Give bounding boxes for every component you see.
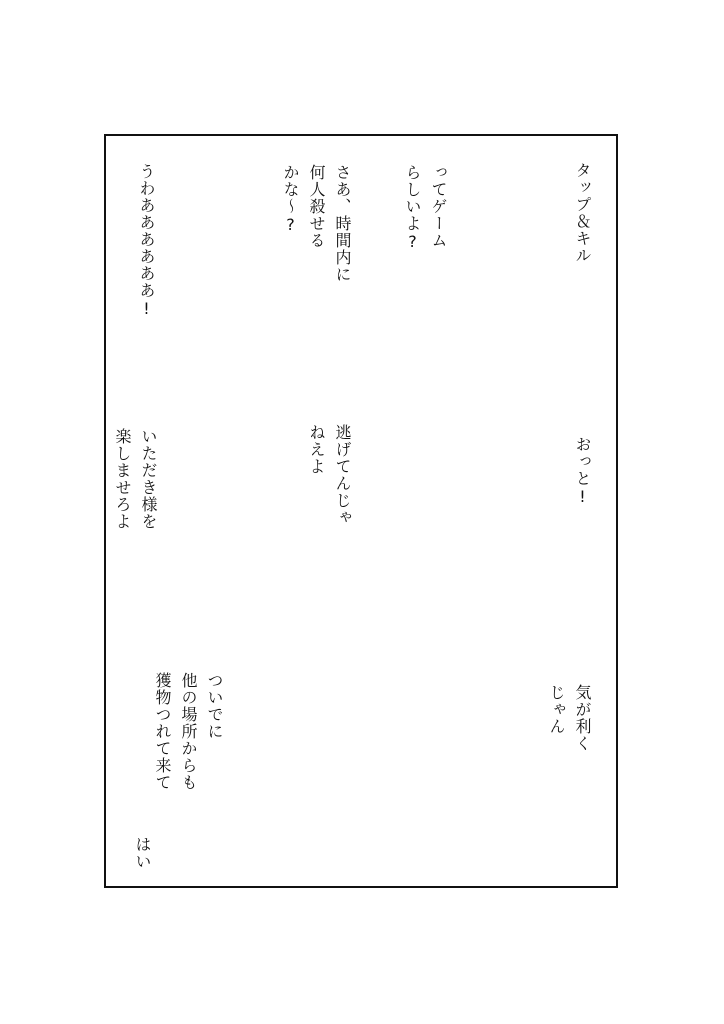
- dialogue-line: ついでに: [205, 672, 224, 740]
- dialogue-line: らしいよ?: [403, 164, 422, 252]
- dialogue-line: かな〜?: [281, 164, 300, 235]
- dialogue-line: ってゲーム: [429, 164, 448, 249]
- dialogue-line: さあ、時間内に: [333, 164, 352, 283]
- dialogue-line: 他の場所からも: [179, 672, 198, 791]
- dialogue-line: タップ＆キル: [573, 162, 592, 264]
- dialogue-line: はい: [133, 836, 152, 870]
- dialogue-line: ねえよ: [307, 424, 326, 475]
- dialogue-line: じゃん: [547, 684, 566, 735]
- dialogue-line: 気が利く: [573, 684, 592, 752]
- dialogue-line: 逃げてんじゃ: [333, 424, 352, 526]
- dialogue-line: うわああああああ!: [137, 163, 156, 319]
- dialogue-line: 何人殺せる: [307, 164, 326, 249]
- dialogue-line: おっと!: [573, 436, 592, 507]
- dialogue-line: いただき様を: [139, 428, 158, 530]
- dialogue-line: 獲物つれて来て: [153, 672, 172, 791]
- dialogue-line: 楽しませろよ: [113, 428, 132, 530]
